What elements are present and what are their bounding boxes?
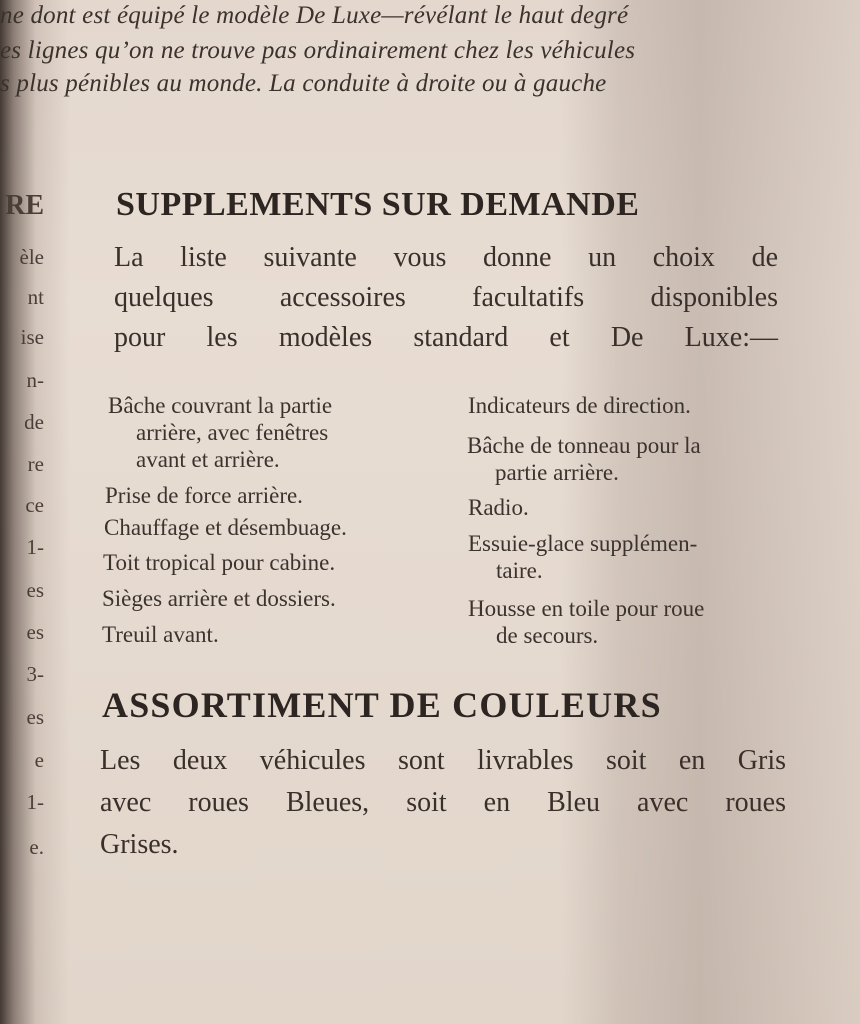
- list-item: [108, 392, 332, 473]
- supplements-intro: [114, 238, 778, 358]
- list-item: [467, 432, 701, 486]
- list-item: [468, 595, 704, 649]
- list-item-continuation: avant et arrière.: [136, 447, 280, 472]
- left-fragment: 3-: [26, 662, 44, 686]
- couleurs-line: Les deux véhicules sont livrables soit en Gris: [100, 745, 786, 776]
- list-item: [102, 621, 219, 648]
- couleurs-paragraph: [100, 740, 786, 866]
- left-fragment: èle: [19, 245, 44, 269]
- left-fragment: 1-: [26, 535, 44, 559]
- list-item: [104, 514, 347, 541]
- list-item-continuation: partie arrière.: [495, 460, 619, 485]
- left-fragment: es: [26, 705, 44, 729]
- left-fragment: 1-: [26, 790, 44, 814]
- list-item-text: Sièges arrière et dossiers.: [102, 586, 336, 611]
- intro-line: pour les modèles standard et De Luxe:—: [114, 322, 778, 353]
- couleurs-line: avec roues Bleues, soit en Bleu avec roues: [100, 787, 786, 818]
- list-item: [468, 494, 529, 521]
- left-fragment: e: [34, 748, 44, 772]
- list-item-continuation: arrière, avec fenêtres: [136, 420, 329, 445]
- list-item-continuation: taire.: [496, 558, 543, 583]
- left-fragment: RE: [5, 190, 44, 221]
- top-text-line-2: es lignes qu’on ne trouve pas ordinairement chez les véhicules: [0, 37, 636, 64]
- left-fragment: ce: [25, 493, 44, 517]
- list-item: [105, 482, 303, 509]
- list-item-text: Prise de force arrière.: [105, 483, 303, 508]
- top-text-line-3: s plus pénibles au monde. La conduite à droite ou à gauche: [0, 70, 607, 97]
- left-fragment: e.: [29, 835, 44, 859]
- list-item: [103, 549, 335, 576]
- left-fragment: ise: [20, 325, 44, 349]
- list-item-text: Bâche de tonneau pour la: [467, 433, 701, 458]
- supplements-heading: SUPPLEMENTS SUR DEMANDE: [116, 186, 640, 223]
- left-fragment: nt: [27, 285, 44, 309]
- intro-line: quelques accessoires facultatifs disponibles: [114, 282, 778, 313]
- list-item: [468, 392, 691, 419]
- list-item-text: Bâche couvrant la partie: [108, 393, 333, 418]
- left-fragment: re: [27, 452, 44, 476]
- couleurs-line: Grises.: [100, 829, 179, 860]
- list-item-text: Toit tropical pour cabine.: [103, 550, 336, 575]
- list-item-text: Indicateurs de direction.: [468, 393, 691, 418]
- list-item-text: Radio.: [468, 495, 529, 520]
- left-fragment: n-: [26, 368, 44, 392]
- list-item: [102, 585, 336, 612]
- couleurs-heading: ASSORTIMENT DE COULEURS: [102, 685, 662, 725]
- left-fragment: es: [26, 578, 44, 602]
- list-item: [468, 530, 697, 584]
- list-item-text: Treuil avant.: [102, 622, 219, 647]
- list-item-continuation: de secours.: [496, 623, 599, 648]
- list-item-text: Essuie-glace supplémen-: [468, 531, 698, 556]
- top-text-line-1: ne dont est équipé le modèle De Luxe—révélant le haut degré: [0, 2, 629, 29]
- left-fragment: de: [24, 410, 44, 434]
- intro-line: La liste suivante vous donne un choix de: [114, 242, 778, 273]
- left-fragment: es: [26, 620, 44, 644]
- list-item-text: Chauffage et désembuage.: [104, 515, 347, 540]
- list-item-text: Housse en toile pour roue: [468, 596, 705, 621]
